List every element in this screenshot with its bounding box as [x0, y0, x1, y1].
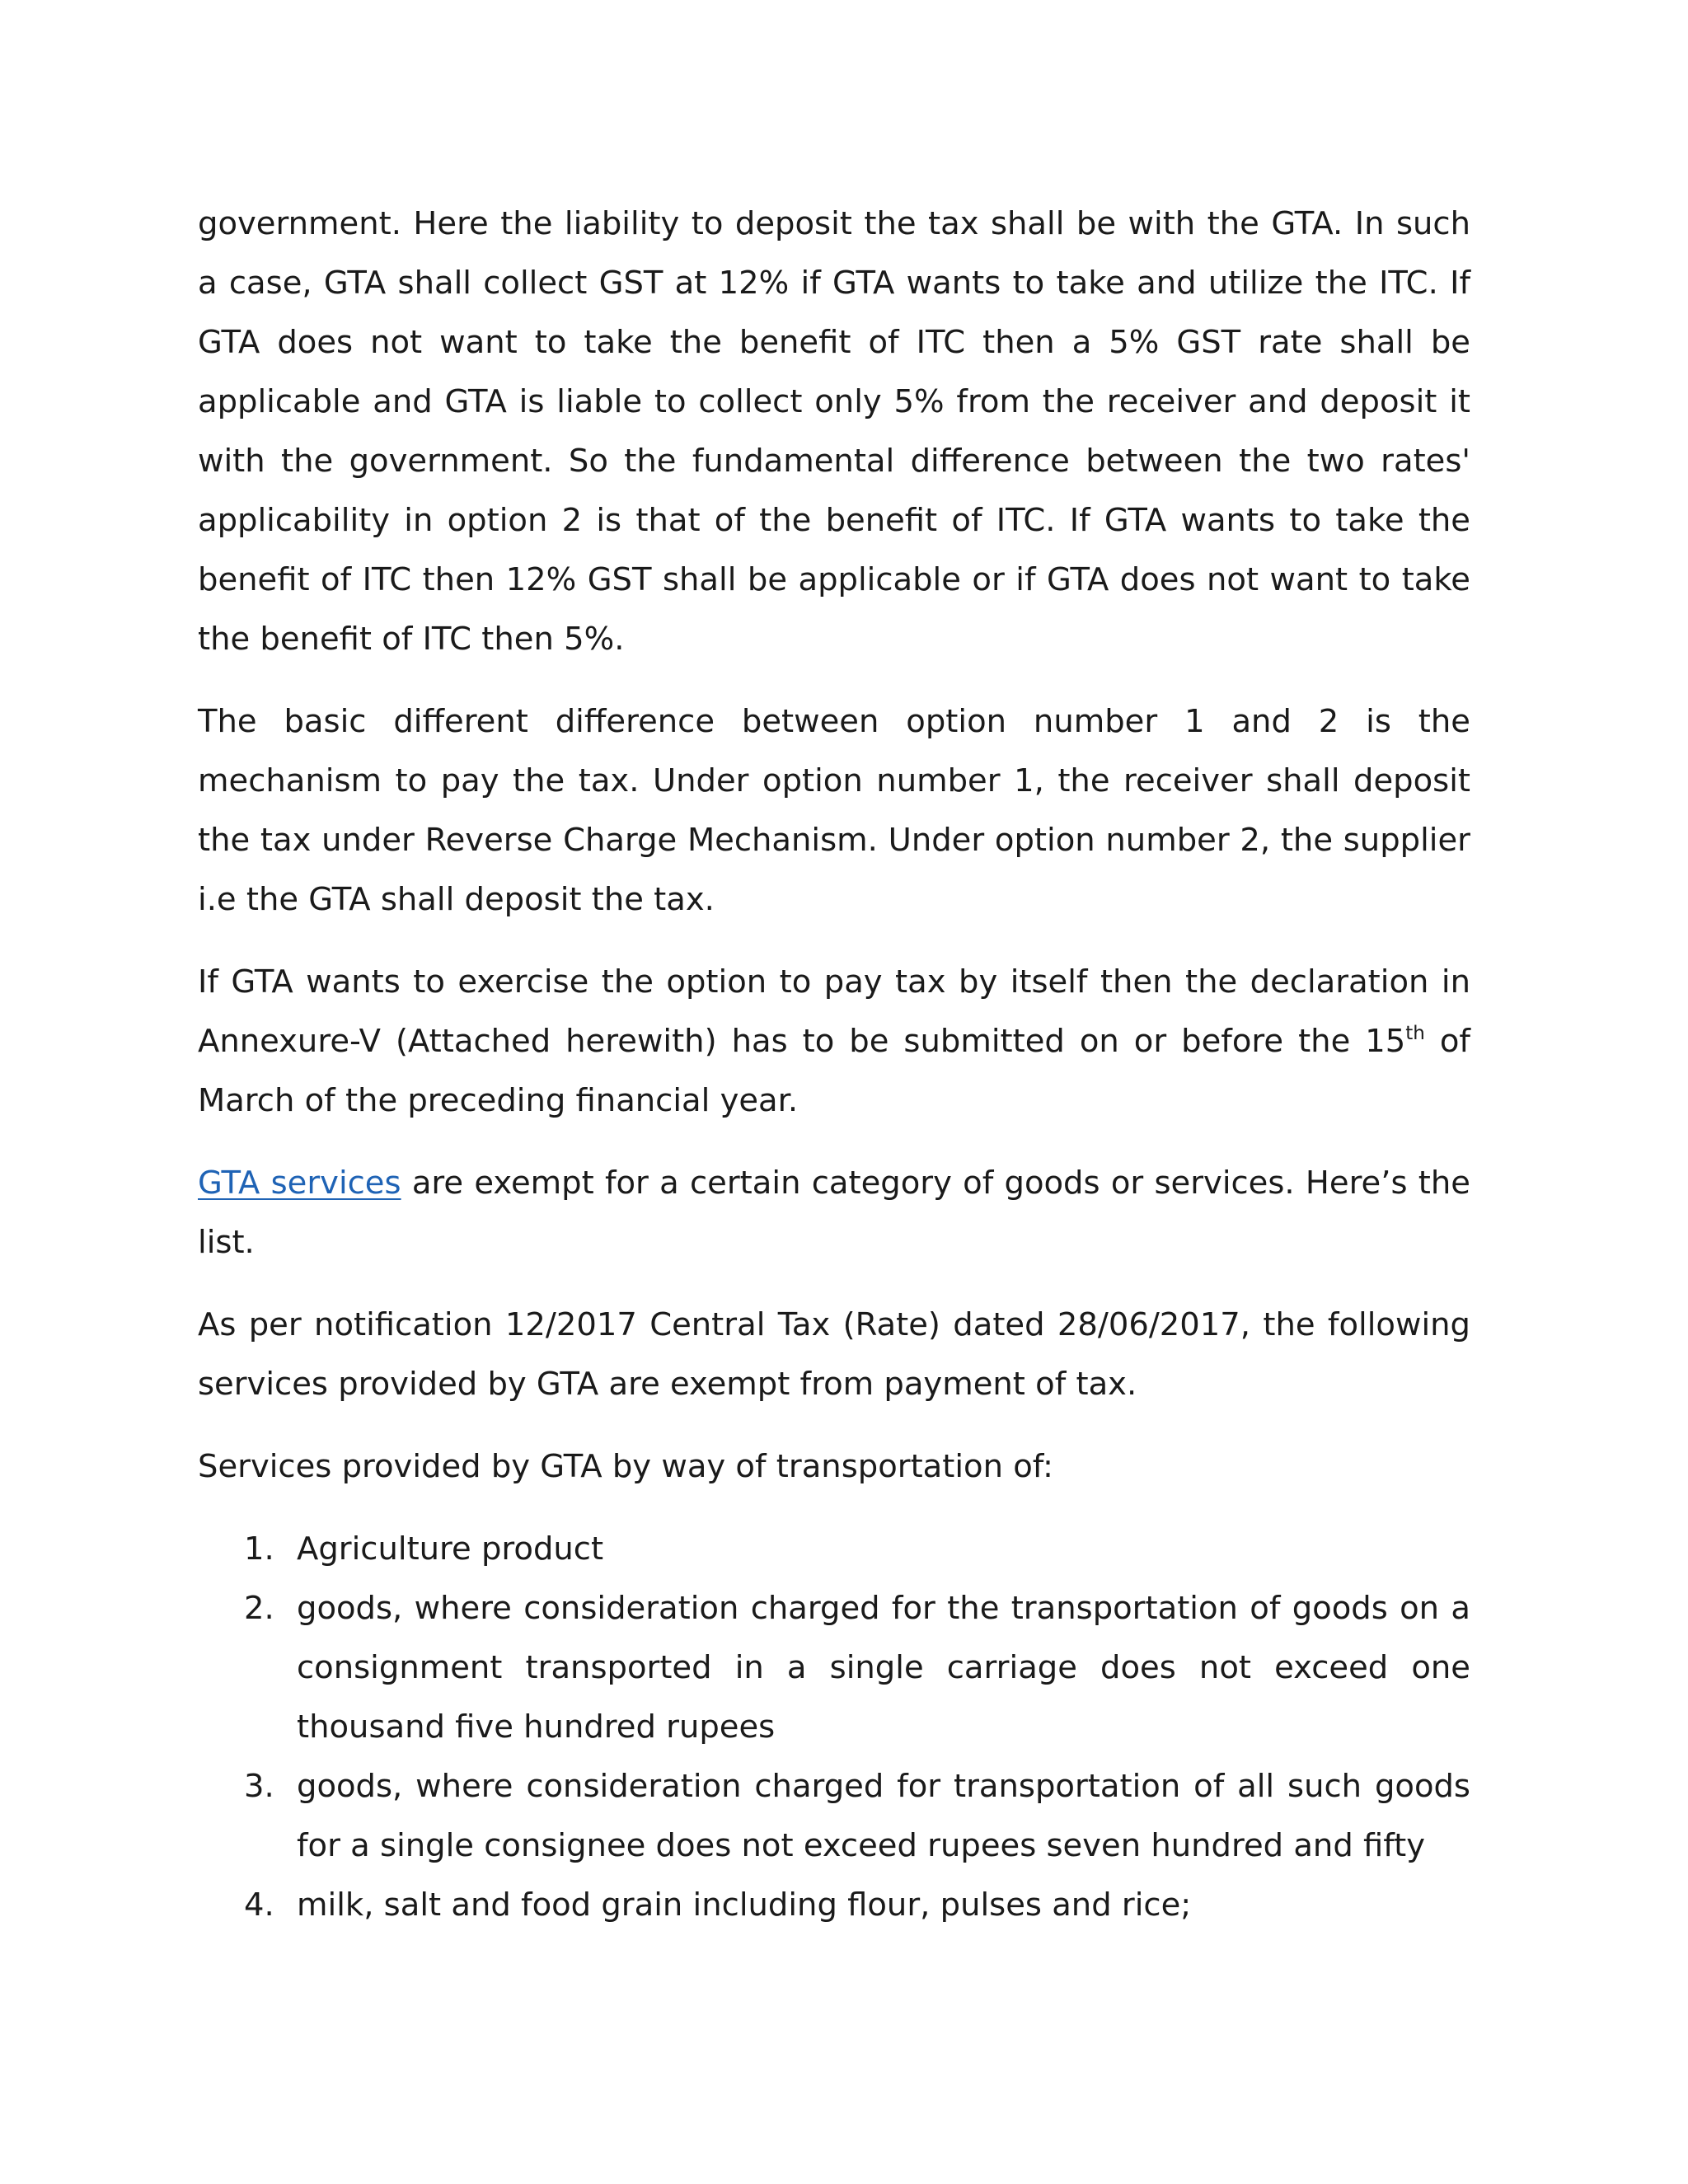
- ordinal-superscript: th: [1405, 1023, 1425, 1044]
- list-item: [198, 1520, 1470, 1579]
- paragraph-exempt-intro: [198, 1154, 1470, 1272]
- exempt-intro-text: are exempt for a certain category of goods or services. Here’s the list.: [198, 1165, 1470, 1261]
- paragraph-payment-mechanism: The basic different difference between option number 1 and 2 is the mechanism to pay the tax. Under option number 1, the receiver shall deposit the tax under Reverse Charge Mechanism. Under option number 2, the supplier i.e the GTA shall deposit the tax.: [198, 703, 1470, 918]
- list-item-text: milk, salt and food grain including flour, pulses and rice;: [297, 1886, 1192, 1924]
- list-item-text: Agriculture product: [297, 1530, 604, 1568]
- gta-services-link[interactable]: GTA services: [198, 1165, 401, 1202]
- list-item-text: goods, where consideration charged for the transportation of goods on a consignment transported in a single carriage does not exceed one thousand five hundred rupees: [297, 1590, 1470, 1746]
- list-item-number: 3.: [244, 1768, 274, 1805]
- exempt-services-list: [198, 1520, 1470, 1935]
- document-body: [198, 194, 1470, 1935]
- list-item-number: 1.: [244, 1530, 274, 1568]
- paragraph-services-heading: Services provided by GTA by way of transportation of:: [198, 1448, 1053, 1485]
- paragraph-declaration: [198, 953, 1470, 1131]
- declaration-text-after: of March of the preceding financial year.: [198, 1023, 1470, 1119]
- list-item: [198, 1757, 1470, 1876]
- declaration-text-before: If GTA wants to exercise the option to pay tax by itself then the declaration in Annexure-V (Attached herewith) has to be submitted on or before the 15: [198, 963, 1470, 1060]
- list-item-number: 4.: [244, 1886, 274, 1924]
- paragraph-notification: As per notification 12/2017 Central Tax (Rate) dated 28/06/2017, the following services provided by GTA are exempt from payment of tax.: [198, 1306, 1470, 1403]
- list-item: [198, 1876, 1470, 1935]
- paragraph-gst-rates: government. Here the liability to deposit the tax shall be with the GTA. In such a case, GTA shall collect GST at 12% if GTA wants to take and utilize the ITC. If GTA does not want to take the benefit of ITC then a 5% GST rate shall be applicable and GTA is liable to collect only 5% from the receiver and deposit it with the government. So the fundamental difference between the two rates' applicability in option 2 is that of the benefit of ITC. If GTA wants to take the benefit of ITC then 12% GST shall be applicable or if GTA does not want to take the benefit of ITC then 5%.: [198, 205, 1470, 658]
- list-item-number: 2.: [244, 1590, 274, 1627]
- list-item-text: goods, where consideration charged for transportation of all such goods for a single consignee does not exceed rupees seven hundred and fifty: [297, 1768, 1470, 1864]
- list-item: [198, 1579, 1470, 1757]
